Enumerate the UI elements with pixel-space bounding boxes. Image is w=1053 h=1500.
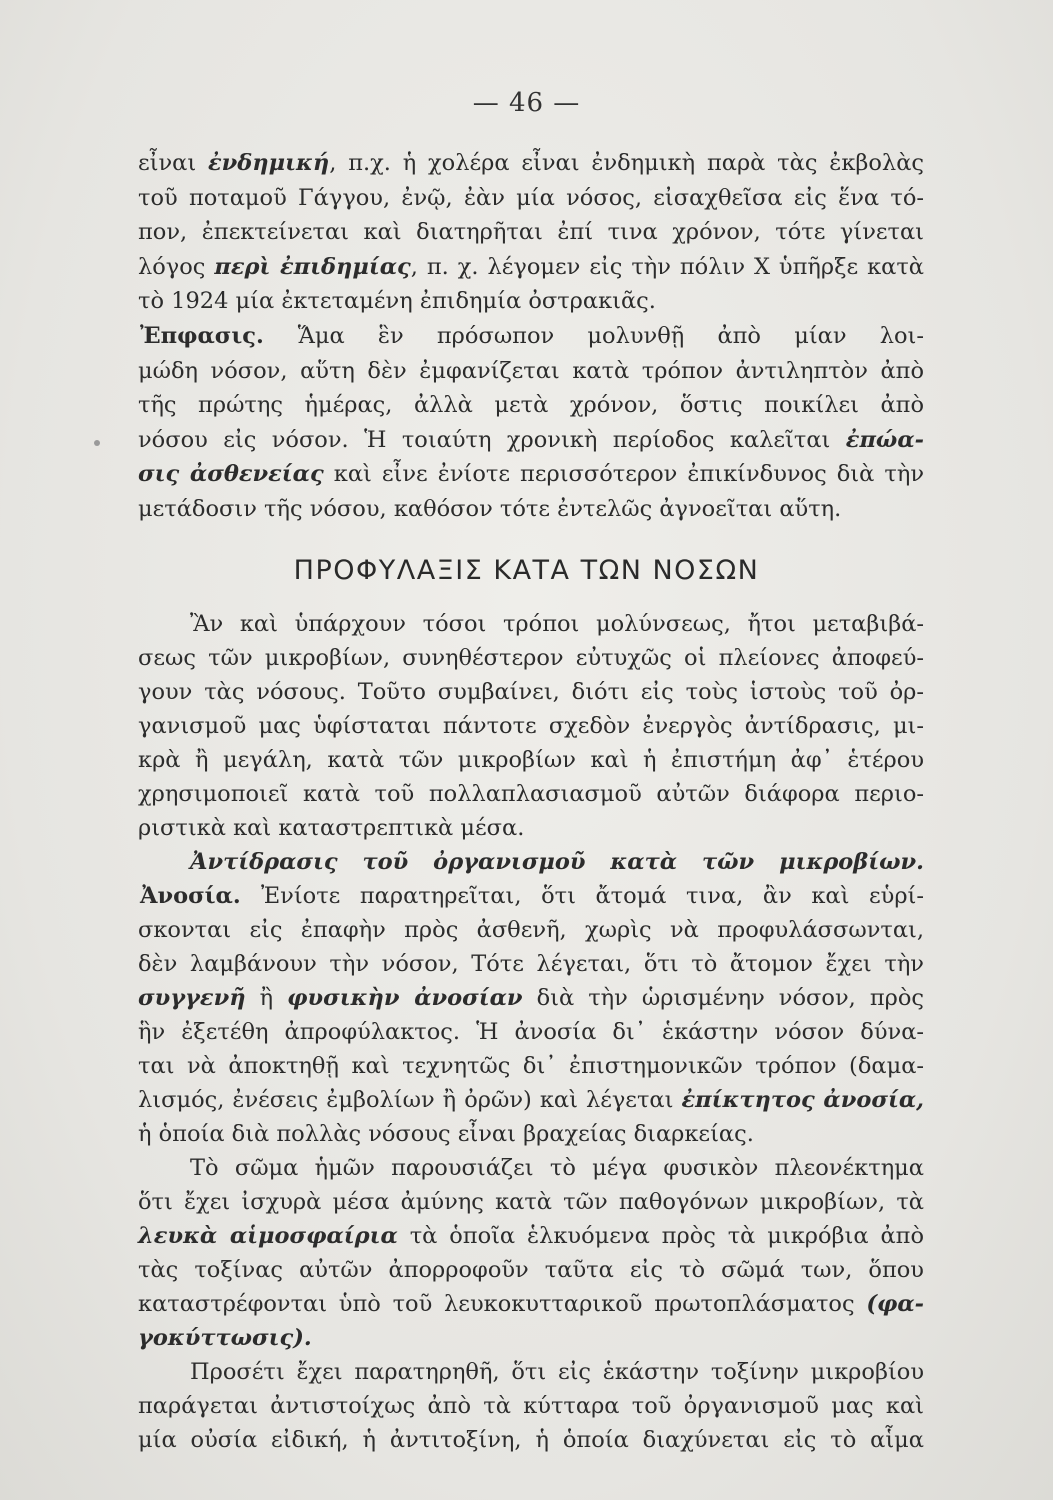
- text-line: [138, 1185, 924, 1219]
- body-text: λισμός, ἐνέσεις ἐμβολίων ἢ ὀρῶν) καὶ λέγεται: [138, 1087, 682, 1113]
- text-line: [138, 641, 924, 675]
- body-text: ριστικὰ καὶ καταστρεπτικὰ μέσα.: [138, 815, 525, 841]
- text-line: [138, 181, 924, 215]
- body-text: καταστρέφονται ὑπὸ τοῦ λευκοκυτταρικοῦ πρωτοπλάσματος: [138, 1291, 867, 1317]
- text-line: [138, 250, 924, 284]
- body-text: Ἅμα ἓν πρόσωπον μολυνθῇ ἀπὸ μίαν λοι-: [297, 323, 924, 349]
- text-line: [190, 845, 924, 879]
- text-line: [140, 879, 924, 913]
- body-text: ἡ ὁποία διὰ πολλὰς νόσους εἶναι βραχείας διαρκείας.: [138, 1121, 754, 1147]
- emphasis-text: σις ἀσθενείας: [138, 461, 324, 488]
- body-text: ται νὰ ἀποκτηθῇ καὶ τεχνητῶς δι᾽ ἐπιστημονικῶν τρόπον (δαμα-: [138, 1053, 924, 1079]
- text-line: [190, 1355, 924, 1389]
- text-line: [138, 1253, 924, 1287]
- body-text: Ἐνίοτε παρατηρεῖται, ὅτι ἄτομά τινα, ἂν καὶ εὑρί-: [260, 883, 924, 909]
- text-line: [140, 319, 924, 353]
- text-line: [138, 675, 924, 709]
- body-text: , π. χ. λέγομεν εἰς τὴν πόλιν Χ ὑπῆρξε κατὰ: [410, 253, 924, 280]
- body-text: κρὰ ἢ μεγάλη, κατὰ τῶν μικροβίων καὶ ἡ ἐπιστήμη ἀφ᾽ ἑτέρου: [138, 747, 924, 773]
- text-line: [138, 1321, 924, 1355]
- text-line: [138, 388, 924, 422]
- text-line: [138, 1287, 924, 1321]
- body-text: ὅτι ἔχει ἰσχυρὰ μέσα ἀμύνης κατὰ τῶν παθογόνων μικροβίων, τὰ: [138, 1189, 924, 1215]
- body-text: τὰς τοξίνας αὐτῶν ἀπορροφοῦν ταῦτα εἰς τὸ σῶμά των, ὅπου: [138, 1257, 924, 1283]
- emphasis-text: ἐπώα-: [845, 426, 924, 453]
- text-line: [138, 1117, 924, 1151]
- body-text: τῆς πρώτης ἡμέρας, ἀλλὰ μετὰ χρόνον, ὅστις ποικίλει ἀπὸ: [138, 392, 924, 419]
- text-line: [138, 423, 924, 457]
- body-text: ἢ: [245, 985, 288, 1011]
- body-text: τὰ ὁποῖα ἑλκυόμενα πρὸς τὰ μικρόβια ἀπὸ: [397, 1223, 924, 1249]
- body-text: καὶ εἶνε ἐνίοτε περισσότερον ἐπικίνδυνος διὰ τὴν: [323, 461, 924, 488]
- body-text: Τὸ σῶμα ἡμῶν παρουσιάζει τὸ μέγα φυσικὸν πλεονέκτημα: [190, 1155, 924, 1181]
- body-text: Ἂν καὶ ὑπάρχουν τόσοι τρόποι μολύνσεως, ἤτοι μεταβιβά-: [190, 611, 924, 637]
- page-number: — 46 —: [472, 88, 581, 118]
- body-text: εἶναι: [138, 150, 208, 176]
- text-line: [138, 146, 924, 180]
- body-text: μετάδοσιν τῆς νόσου, καθόσον τότε ἐντελῶς ἀγνοεῖται αὕτη.: [138, 496, 842, 522]
- emphasis-text: συγγενῆ: [138, 985, 246, 1011]
- text-line: [138, 777, 924, 811]
- emphasis-text: ἐνδημική: [208, 150, 330, 176]
- body-text: παράγεται ἀντιστοίχως ἀπὸ τὰ κύτταρα τοῦ ὀργανισμοῦ μας καὶ: [138, 1393, 924, 1419]
- body-text: λόγος: [138, 253, 215, 280]
- emphasis-text: Ἀντίδρασις τοῦ ὀργανισμοῦ κατὰ τῶν μικροβίων.: [190, 849, 924, 875]
- body-text: διὰ τὴν ὡρισμένην νόσον, πρὸς: [522, 985, 924, 1011]
- emphasis-text: περὶ ἐπιδημίας: [214, 253, 411, 280]
- text-line: [138, 284, 924, 318]
- text-line: [138, 457, 924, 491]
- text-line: [138, 709, 924, 743]
- text-line: [190, 1151, 924, 1185]
- body-text: πον, ἐπεκτείνεται καὶ διατηρῆται ἐπί τινα χρόνον, τότε γίνεται: [138, 219, 924, 246]
- text-line: [138, 492, 924, 526]
- text-line: [138, 1389, 924, 1423]
- text-line: [138, 981, 924, 1015]
- text-line: [138, 1423, 924, 1457]
- text-line: [138, 913, 924, 947]
- emphasis-text: ἐπίκτητος ἀνοσία,: [681, 1087, 924, 1113]
- emphasis-text: Ἀνοσία.: [140, 883, 261, 909]
- text-line: [138, 1219, 924, 1253]
- body-text: , π.χ. ἡ χολέρα εἶναι ἐνδημικὴ παρὰ τὰς ἐκβολὰς: [329, 150, 924, 176]
- text-line: [138, 811, 924, 845]
- body-text: μία οὐσία εἰδική, ἡ ἀντιτοξίνη, ἡ ὁποία διαχύνεται εἰς τὸ αἷμα: [138, 1427, 924, 1453]
- emphasis-text: γοκύττωσις).: [138, 1325, 312, 1351]
- text-line: [138, 1083, 924, 1117]
- body-text: σκονται εἰς ἐπαφὴν πρὸς ἀσθενῆ, χωρὶς νὰ προφυλάσσωνται,: [138, 917, 924, 943]
- text-line: [138, 743, 924, 777]
- text-line: [138, 947, 924, 981]
- emphasis-text: φυσικὴν ἀνοσίαν: [287, 985, 523, 1011]
- section-heading: ΠΡΟΦΥΛΑΞΙΣ ΚΑΤΑ ΤΩΝ ΝΟΣΩΝ: [293, 555, 760, 586]
- margin-speck: [94, 440, 100, 446]
- body-text: γανισμοῦ μας ὑφίσταται πάντοτε σχεδὸν ἐνεργὸς ἀντίδρασις, μι-: [138, 713, 924, 739]
- text-line: [138, 215, 924, 249]
- body-text: νόσου εἰς νόσον. Ἡ τοιαύτη χρονικὴ περίοδος καλεῖται: [138, 426, 846, 453]
- body-text: μώδη νόσον, αὕτη δὲν ἐμφανίζεται κατὰ τρόπον ἀντιληπτὸν ἀπὸ: [138, 357, 924, 384]
- emphasis-text: Ἐπφασις.: [140, 323, 298, 349]
- body-text: γουν τὰς νόσους. Τοῦτο συμβαίνει, διότι εἰς τοὺς ἱστοὺς τοῦ ὀρ-: [138, 679, 924, 705]
- text-line: [138, 1049, 924, 1083]
- body-text: χρησιμοποιεῖ κατὰ τοῦ πολλαπλασιασμοῦ αὐτῶν διάφορα περιο-: [138, 781, 924, 807]
- body-text: τὸ 1924 μία ἐκτεταμένη ἐπιδημία ὀστρακιᾶς.: [138, 288, 656, 315]
- text-line: [190, 607, 924, 641]
- body-text: ἣν ἐξετέθη ἀπροφύλακτος. Ἡ ἀνοσία δι᾽ ἑκάστην νόσον δύνα-: [138, 1019, 924, 1045]
- body-text: δὲν λαμβάνουν τὴν νόσον, Τότε λέγεται, ὅτι τὸ ἄτομον ἔχει τὴν: [138, 951, 924, 977]
- emphasis-text: λευκὰ αἱμοσφαίρια: [138, 1223, 398, 1249]
- body-text: Προσέτι ἔχει παρατηρηθῆ, ὅτι εἰς ἑκάστην τοξίνην μικροβίου: [190, 1359, 924, 1385]
- text-line: [138, 1015, 924, 1049]
- emphasis-text: (φα-: [866, 1291, 924, 1317]
- text-line: [138, 354, 924, 388]
- body-text: σεως τῶν μικροβίων, συνηθέστερον εὐτυχῶς οἱ πλείονες ἀποφεύ-: [138, 645, 924, 671]
- body-text: τοῦ ποταμοῦ Γάγγου, ἐνῷ, ἐὰν μία νόσος, εἰσαχθεῖσα εἰς ἕνα τό-: [138, 184, 924, 211]
